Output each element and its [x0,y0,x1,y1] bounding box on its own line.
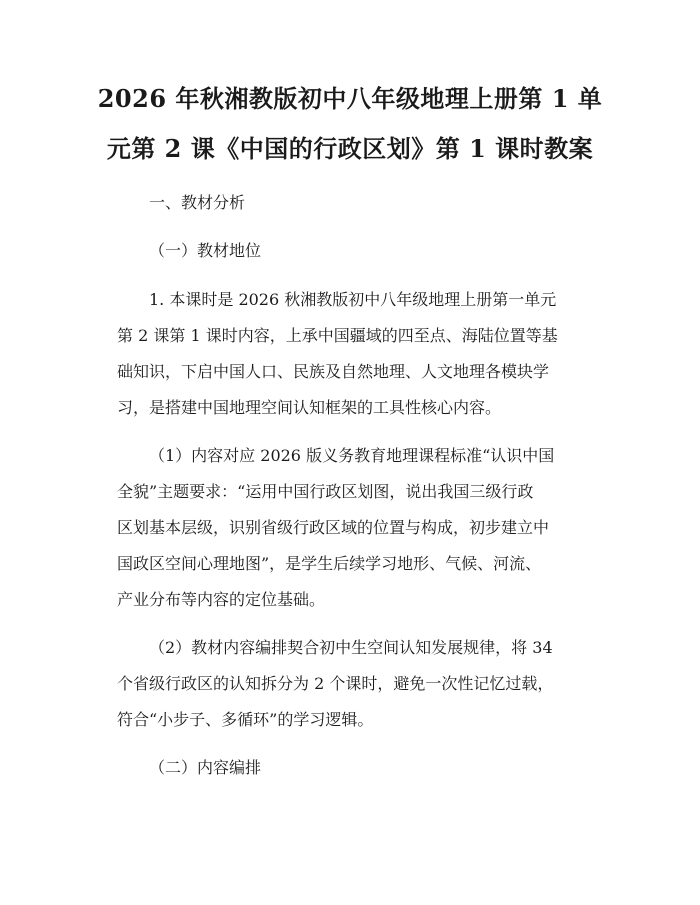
paragraph-2-line-4: 国政区空间心理地图”，是学生后续学习地形、气候、河流、 [117,554,542,573]
paragraph-1-line-2: 第 2 课第 1 课时内容，上承中国疆域的四至点、海陆位置等基 [117,326,558,345]
paragraph-1-line-1: 1. 本课时是 2026 秋湘教版初中八年级地理上册第一单元 [149,290,557,309]
paragraph-2-line-3: 区划基本层级，识别省级行政区域的位置与构成，初步建立中 [117,518,550,537]
paragraph-2-line-5: 产业分布等内容的定位基础。 [117,590,326,609]
paragraph-2-line-1: （1）内容对应 2026 版义务教育地理课程标准“认识中国 [149,446,555,465]
subsection-heading-textbook-status: （一）教材地位 [149,241,262,260]
document-title-line-2: 元第 2 课《中国的行政区划》第 1 课时教案 [106,134,594,163]
document-title-line-1: 2026 年秋湘教版初中八年级地理上册第 1 单 [97,84,603,113]
section-heading-textbook-analysis: 一、教材分析 [149,193,246,212]
paragraph-3-line-1: （2）教材内容编排契合初中生空间认知发展规律，将 34 [149,638,553,657]
paragraph-2-line-2: 全貌”主题要求：“运用中国行政区划图，说出我国三级行政 [117,482,534,501]
subsection-heading-content-arrangement: （二）内容编排 [149,758,262,777]
paragraph-3-line-2: 个省级行政区的认知拆分为 2 个课时，避免一次性记忆过载， [117,674,554,693]
paragraph-1-line-3: 础知识，下启中国人口、民族及自然地理、人文地理各模块学 [117,362,550,381]
paragraph-3-line-3: 符合“小步子、多循环”的学习逻辑。 [117,710,374,729]
paragraph-1-line-4: 习，是搭建中国地理空间认知框架的工具性核心内容。 [117,398,502,417]
